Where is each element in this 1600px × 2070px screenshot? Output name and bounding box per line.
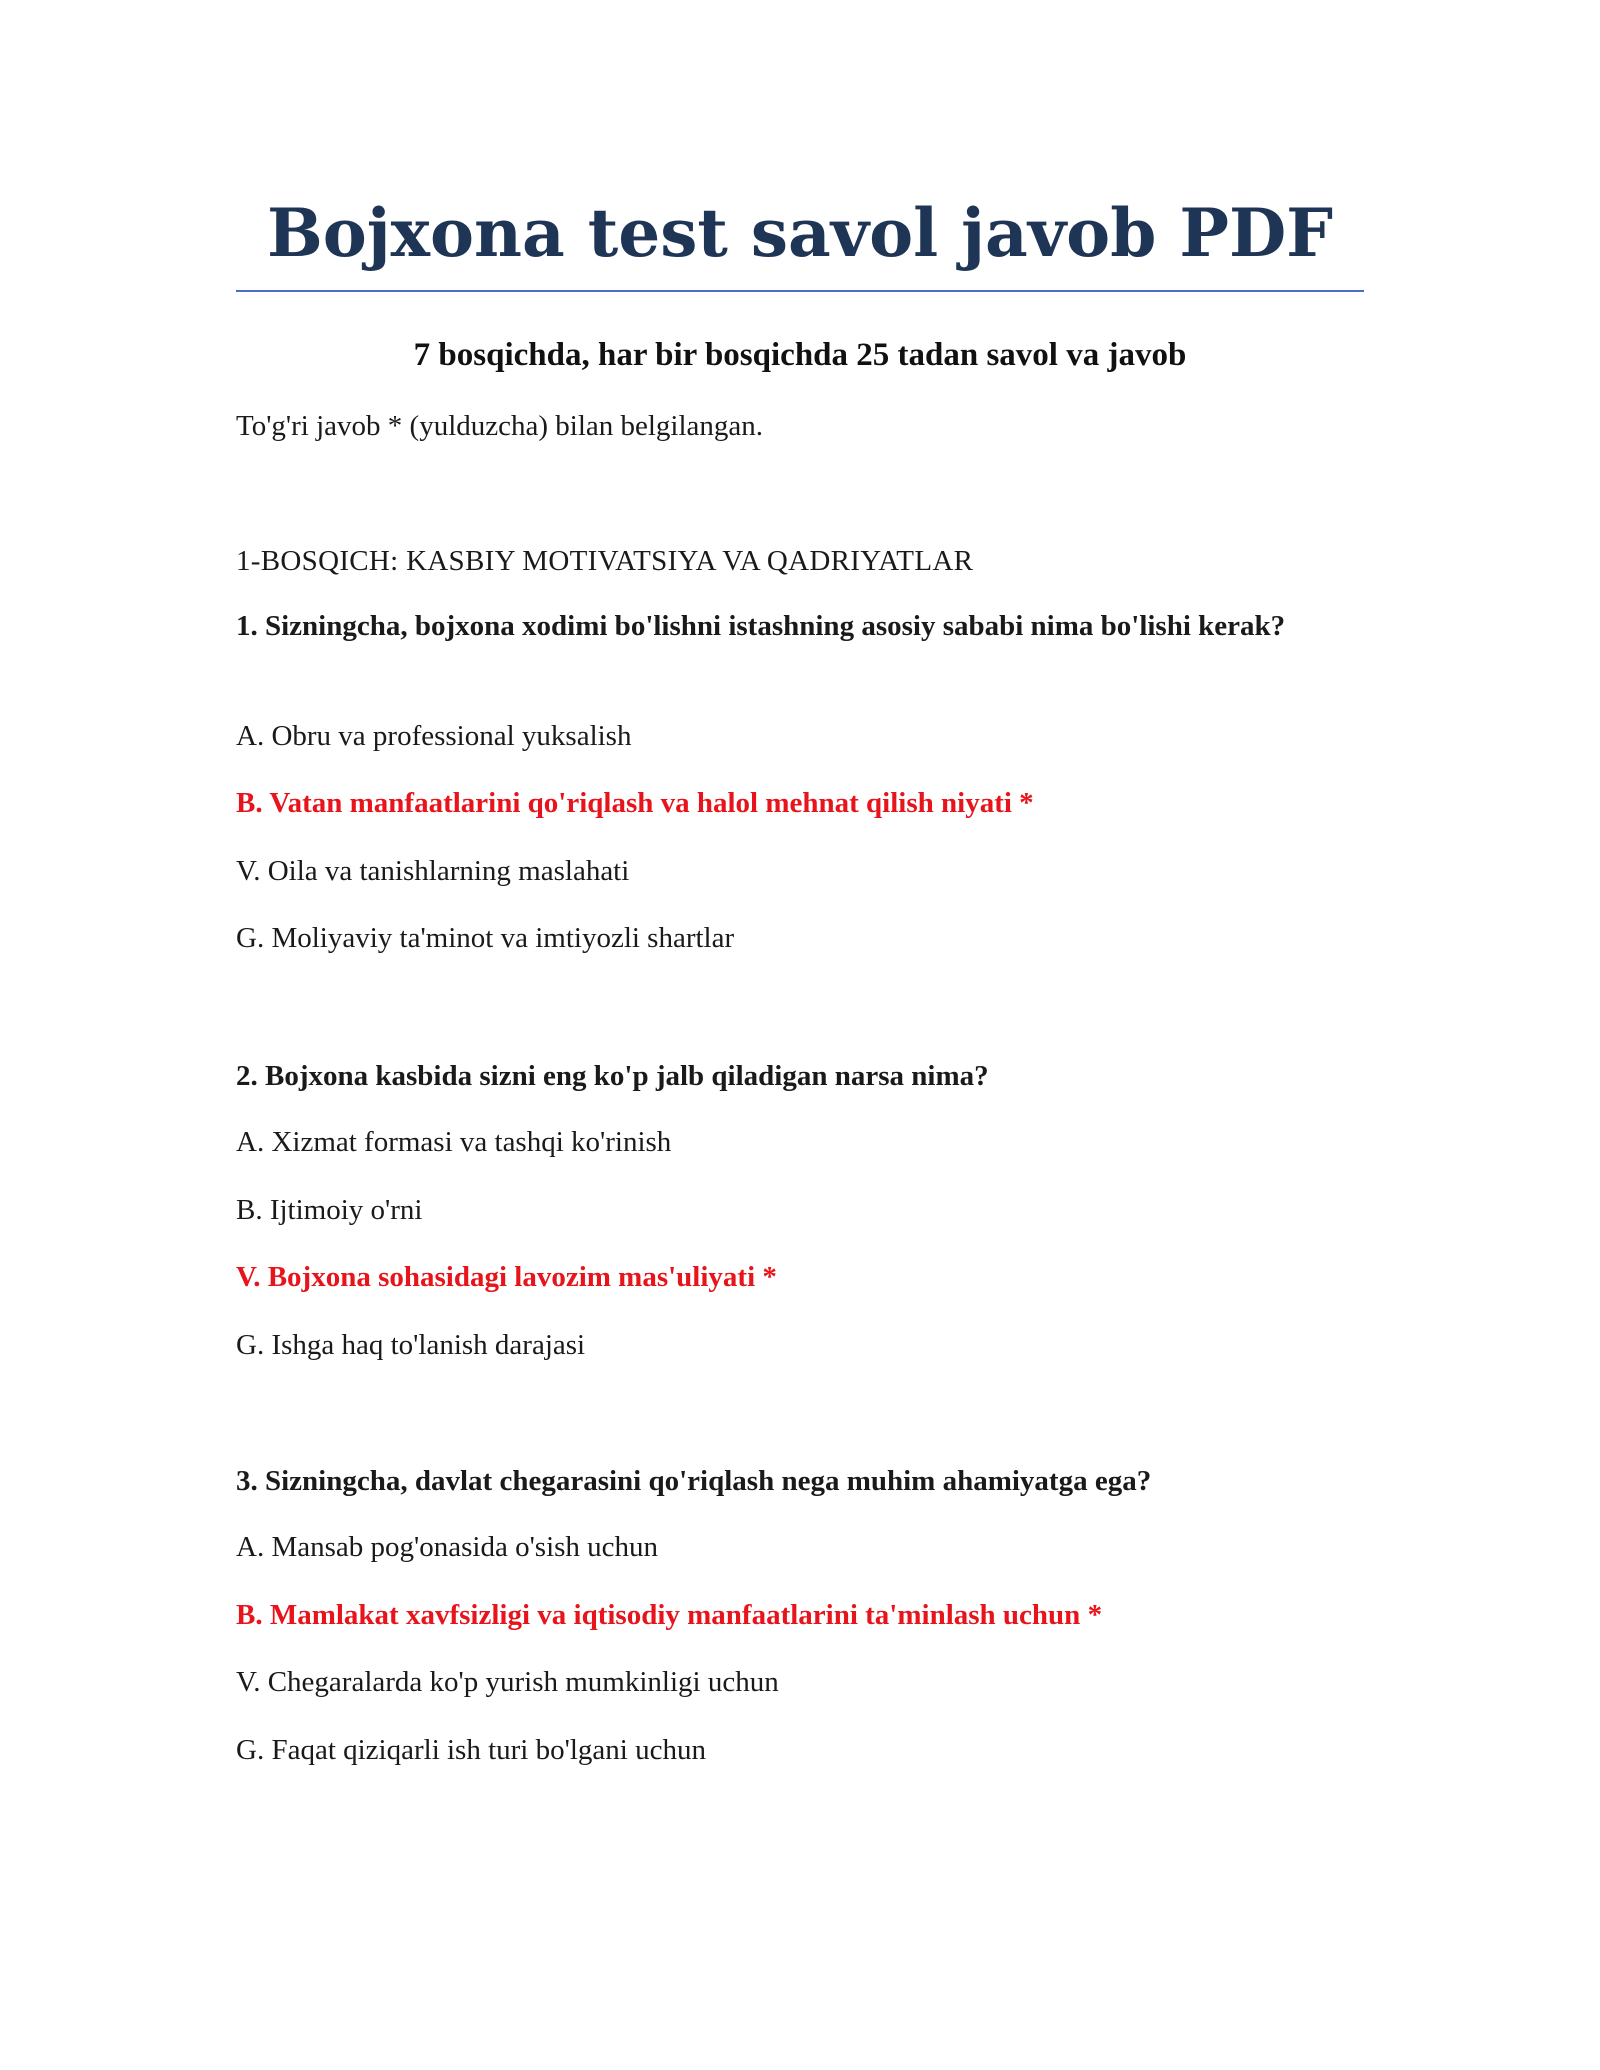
question-block <box>236 1460 1364 1766</box>
answer-option-correct: B. Mamlakat xavfsizligi va iqtisodiy manfaatlarini ta'minlash uchun * <box>236 1599 1103 1631</box>
document-title: Bojxona test savol javob PDF <box>266 194 1334 272</box>
answer-option: V. Chegaralarda ko'p yurish mumkinligi uchun <box>236 1666 779 1698</box>
question-text: 1. Sizningcha, bojxona xodimi bo'lishni istashning asosiy sababi nima bo'lishi kerak? <box>236 610 1286 642</box>
answer-option: A. Mansab pog'onasida o'sish uchun <box>236 1531 659 1563</box>
answer-option: V. Oila va tanishlarning maslahati <box>236 855 630 887</box>
answer-option-correct: B. Vatan manfaatlarini qo'riqlash va halol mehnat qilish niyati * <box>236 787 1034 819</box>
answer-option: G. Moliyaviy ta'minot va imtiyozli shartlar <box>236 922 735 954</box>
question-text: 3. Sizningcha, davlat chegarasini qo'riqlash nega muhim ahamiyatga ega? <box>236 1465 1152 1497</box>
answer-key-note: To'g'ri javob * (yulduzcha) bilan belgilangan. <box>236 410 764 442</box>
document-subtitle: 7 bosqichda, har bir bosqichda 25 tadan savol va javob <box>413 337 1187 373</box>
answer-option: G. Faqat qiziqarli ish turi bo'lgani uchun <box>236 1734 706 1766</box>
answer-option: A. Xizmat formasi va tashqi ko'rinish <box>236 1126 672 1158</box>
answer-option: B. Ijtimoiy o'rni <box>236 1194 423 1226</box>
answer-option: G. Ishga haq to'lanish darajasi <box>236 1329 586 1361</box>
title-underline <box>236 290 1364 292</box>
section-heading: 1-BOSQICH: KASBIY MOTIVATSIYA VA QADRIYATLAR <box>236 545 974 577</box>
question-block <box>236 605 1364 954</box>
question-block <box>236 1055 1364 1361</box>
answer-option-correct: V. Bojxona sohasidagi lavozim mas'uliyati * <box>236 1261 777 1293</box>
question-text: 2. Bojxona kasbida sizni eng ko'p jalb qiladigan narsa nima? <box>236 1060 989 1092</box>
answer-option: A. Obru va professional yuksalish <box>236 720 632 752</box>
